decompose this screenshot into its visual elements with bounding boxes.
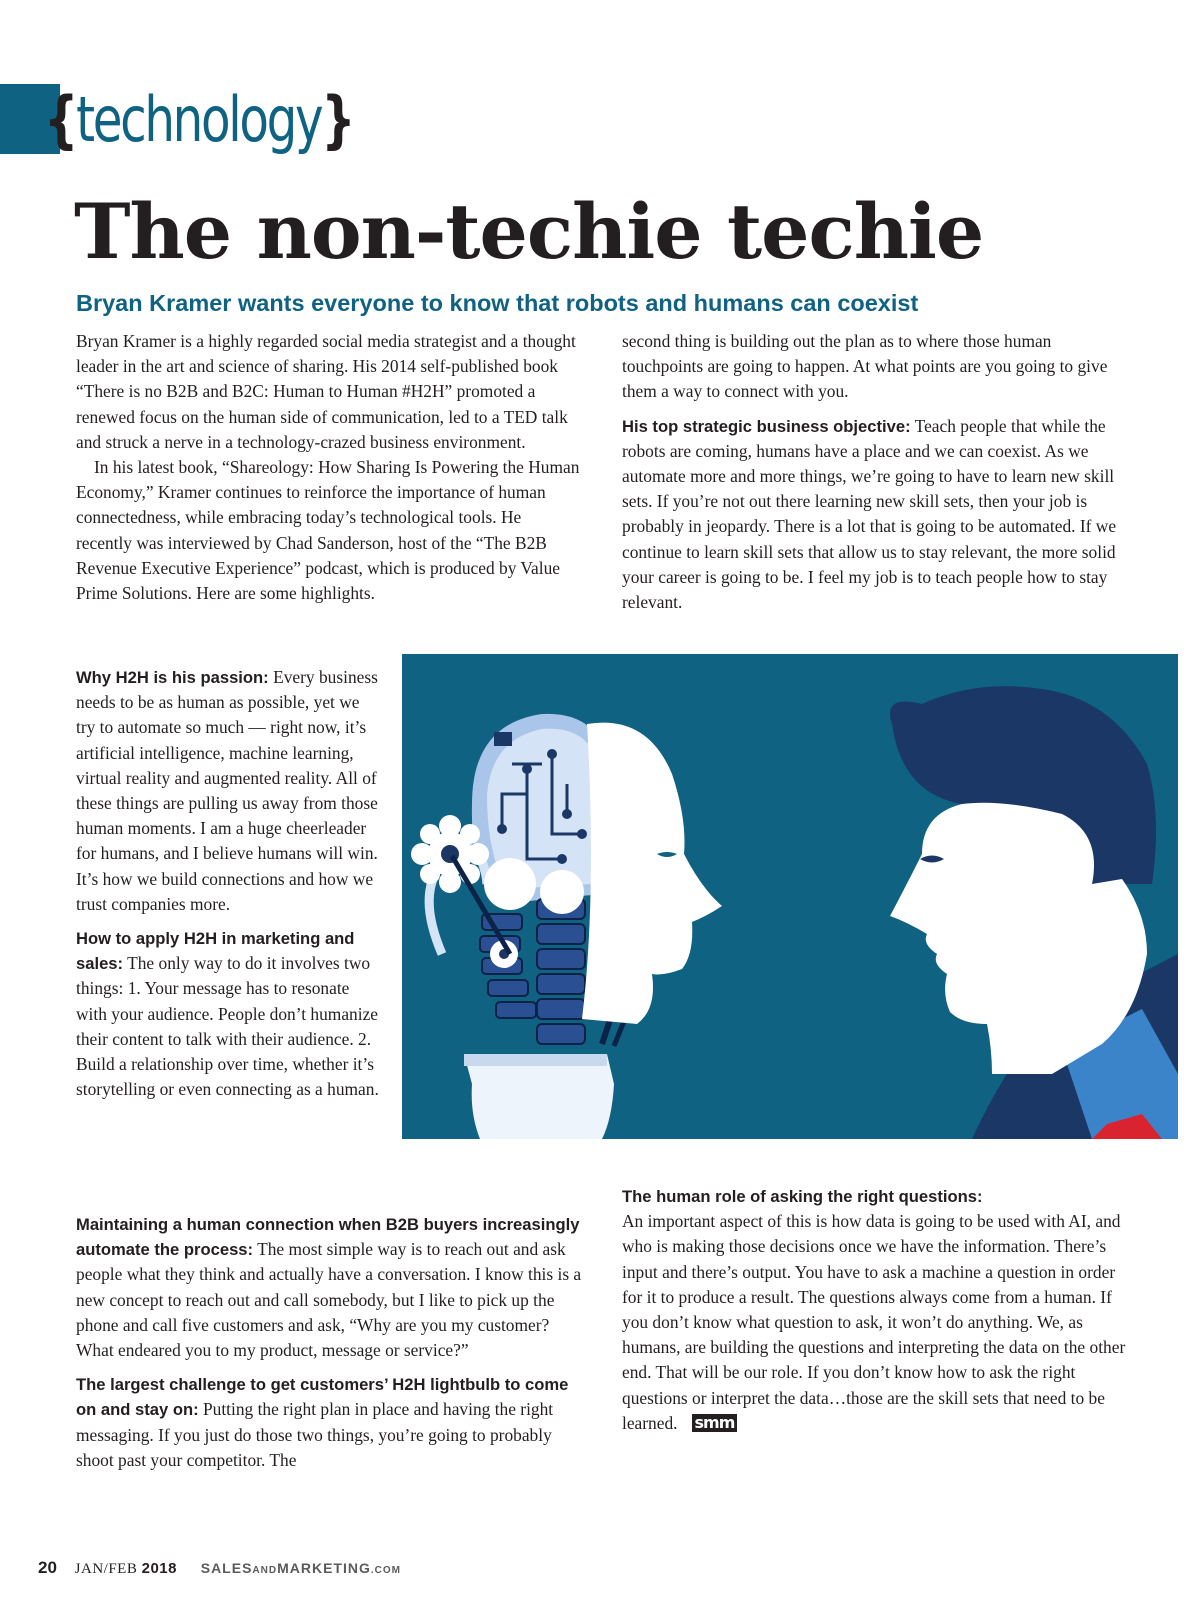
issue-month: JAN/FEB — [74, 1561, 138, 1577]
end-mark-logo: smm — [692, 1414, 738, 1432]
qa-lead: Why H2H is his passion: — [76, 668, 269, 687]
issue-year: 2018 — [141, 1560, 177, 1577]
qa-text: Teach people that while the robots are coming, humans have a place and we can coexist. As we automate more and more things, we’re going to have to learn new skill sets. If you’re not out there learning new skill sets, then your job is probably in jeopardy. There is a lot that is going to be automated. If we continue to learn skill sets that allow us to stay relevant, the more solid your career is going to be. I feel my job is to teach people how to stay relevant. — [622, 415, 1117, 613]
site-part: AND — [252, 1565, 278, 1576]
intro-column — [76, 329, 581, 606]
site-part: SALES — [200, 1560, 253, 1576]
qa-paragraph — [76, 1212, 586, 1363]
page-number: 20 — [38, 1558, 57, 1577]
page-footer — [38, 1556, 401, 1580]
robot-and-human-illustration — [402, 654, 1178, 1139]
section-label-text: technology — [76, 83, 322, 156]
section-label — [44, 80, 353, 160]
qa-text: The most simple way is to reach out and ask people what they think and actually have a conversation. I know this is a new concept to reach out and call somebody, but I like to pick up the phone and call five customers and ask, “Why are you my customer? What endeared you to my product, message or service?” — [76, 1239, 582, 1361]
qa-lead: The human role of asking the right questions: — [622, 1187, 983, 1206]
qa-text: An important aspect of this is how data is going to be used with AI, and who is making those decisions once we have the information. There’s input and there’s output. You have to ask a machine a question in order for it to produce a result. The questions always come from a human. If you don’t know what question to ask, it won’t do anything. We, as humans, are building the questions and interpreting the data on the other end. That will be our role. If you don’t know how to ask the right questions or interpret the data…those are the skill sets that need to be learned. — [622, 1211, 1126, 1433]
qa-paragraph — [76, 926, 381, 1102]
site-name — [201, 1560, 401, 1576]
intro-paragraph: In his latest book, “Shareology: How Sharing Is Powering the Human Economy,” Kramer continues to reinforce the importance of human connectedness, while embracing today’s technological tools. He recently was interviewed by Chad Sanderson, host of the “The B2B Revenue Executive Experience” podcast, which is produced by Value Prime Solutions. Here are some highlights. — [76, 457, 580, 604]
article-headline: The non-techie techie — [74, 187, 984, 276]
lower-right-column — [622, 1184, 1132, 1436]
qa-lead: His top strategic business objective: — [622, 416, 911, 436]
qa-text: The only way to do it involves two things: 1. Your message has to resonate with your audience. People don’t humanize their content to talk with their audience. 2. Build a relationship over time, whether it’s storytelling or even connecting as a human. — [76, 953, 379, 1100]
qa-lead: The largest challenge to get customers’ H2H lightbulb to come on and stay on: — [76, 1375, 569, 1420]
qa-text: Putting the right plan in place and having the right messaging. If you just do those two things, you’re going to probably shoot past your competitor. The — [76, 1399, 554, 1470]
site-part: .COM — [370, 1565, 401, 1576]
site-part: MARKETING — [277, 1560, 371, 1576]
upper-right-column — [622, 329, 1134, 615]
open-brace: { — [44, 83, 77, 156]
lower-left-column — [76, 1212, 586, 1473]
article-deck: Bryan Kramer wants everyone to know that robots and humans can coexist — [76, 290, 919, 316]
continued-paragraph: second thing is building out the plan as to where those human touchpoints are going to happen. At what points are you going to give them a way to connect with you. — [622, 331, 1108, 402]
qa-paragraph — [622, 1184, 1132, 1436]
qa-text: Every business needs to be as human as possible, yet we try to automate so much — right now, it’s artificial intelligence, machine learning, virtual reality and augmented reality. All of these things are pulling us away from those human moments. I am a huge cheerleader for humans, and I believe humans will win. It’s how we build connections and how we trust companies more. — [76, 667, 378, 914]
qa-lead: How to apply H2H in marketing and sales: — [76, 929, 355, 974]
intro-paragraph: Bryan Kramer is a highly regarded social media strategist and a thought leader in the art and science of sharing. His 2014 self-published book “There is no B2B and B2C: Human to Human #H2H” promoted a renewed focus on the human side of communication, led to a TED talk and struck a nerve in a technology-crazed business environment. — [76, 331, 576, 452]
qa-paragraph — [76, 665, 381, 917]
qa-paragraph — [76, 1372, 586, 1473]
qa-paragraph — [622, 414, 1134, 616]
qa-lead: Maintaining a human connection when B2B buyers increasingly automate the process: — [76, 1215, 580, 1260]
narrow-column — [76, 665, 381, 1102]
close-brace: } — [321, 83, 354, 156]
issue-date — [75, 1561, 177, 1577]
